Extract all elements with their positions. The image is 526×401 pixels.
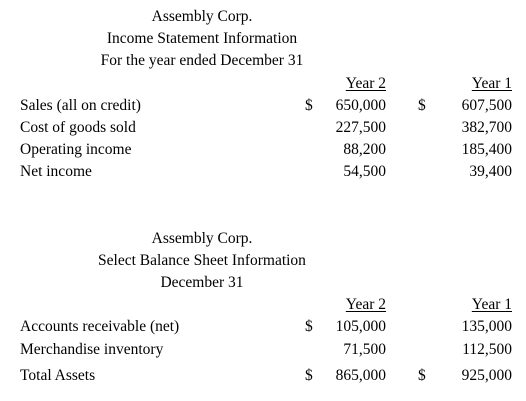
income-row-y1-dollar-sign: $ xyxy=(418,97,426,114)
balance-row-label: Accounts receivable (net) xyxy=(20,318,180,335)
balance-row-y1-dollar-sign: $ xyxy=(418,367,426,384)
income-row-y2-value: 88,200 xyxy=(343,141,386,158)
income-row-y2-value: 650,000 xyxy=(335,97,386,114)
income-col-year1-header: Year 1 xyxy=(471,75,512,92)
income-company-name: Assembly Corp. xyxy=(151,8,253,25)
income-row-y1-value: 607,500 xyxy=(461,97,512,114)
balance-row-label: Merchandise inventory xyxy=(20,341,164,358)
balance-row-y2-dollar-sign: $ xyxy=(305,367,313,384)
balance-row-label: Total Assets xyxy=(20,367,96,384)
balance-sheet-period: December 31 xyxy=(160,274,244,291)
income-row-label: Sales (all on credit) xyxy=(20,97,141,114)
income-row-y1-value: 39,400 xyxy=(469,163,512,180)
income-row-label: Operating income xyxy=(20,141,132,158)
balance-row-y2-value: 71,500 xyxy=(343,341,386,358)
balance-row-y2-dollar-sign: $ xyxy=(305,318,313,335)
balance-col-year2-header: Year 2 xyxy=(345,296,386,313)
income-statement-title: Income Statement Information xyxy=(106,30,298,47)
balance-row-y2-value: 105,000 xyxy=(335,318,386,335)
balance-col-year1-header: Year 1 xyxy=(471,296,512,313)
income-col-year2-header: Year 2 xyxy=(345,75,386,92)
income-row-y2-value: 54,500 xyxy=(343,163,386,180)
balance-row-y1-value: 135,000 xyxy=(461,318,512,335)
income-row-y1-value: 382,700 xyxy=(461,119,512,136)
income-row-label: Cost of goods sold xyxy=(20,119,136,136)
balance-company-name: Assembly Corp. xyxy=(151,230,253,247)
balance-row-y2-value: 865,000 xyxy=(335,367,386,384)
balance-row-y1-value: 925,000 xyxy=(461,367,512,384)
income-row-y2-value: 227,500 xyxy=(335,119,386,136)
income-statement-period: For the year ended December 31 xyxy=(100,52,304,69)
income-row-y1-value: 185,400 xyxy=(461,141,512,158)
balance-row-y1-value: 112,500 xyxy=(462,341,512,358)
income-row-label: Net income xyxy=(20,163,92,180)
balance-sheet-title: Select Balance Sheet Information xyxy=(98,252,306,269)
income-row-y2-dollar-sign: $ xyxy=(305,97,313,114)
